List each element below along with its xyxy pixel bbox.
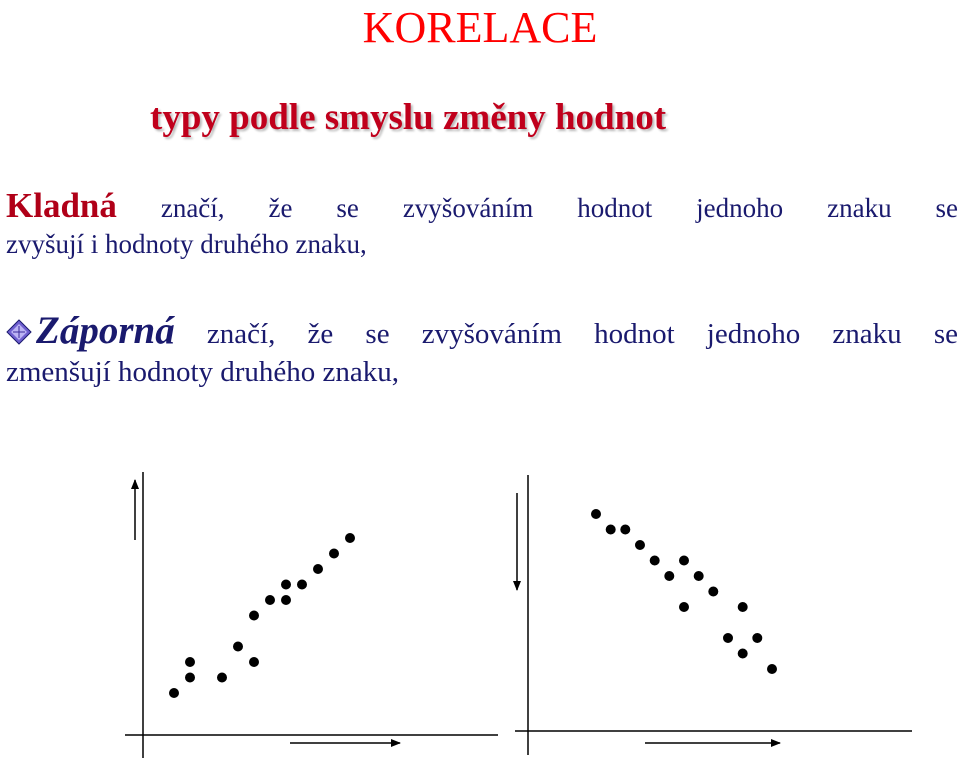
scatter-point [752,633,762,643]
scatter-point [679,556,689,566]
negative-text-1: značí, že se zvyšováním hodnot jednoho znaku se [206,318,958,350]
scatter-point [329,549,339,559]
negative-line-2: zmenšují hodnoty druhého znaku, [6,356,400,388]
scatter-point [313,564,323,574]
scatter-point [265,595,275,605]
positive-term: Kladná [6,186,117,225]
scatter-point [635,540,645,550]
negative-points [591,509,777,674]
scatter-point [185,657,195,667]
scatter-point [679,602,689,612]
positive-text-1: značí, že se zvyšováním hodnot jednoho znaku se [160,193,959,223]
scatter-point [738,649,748,659]
scatter-point [650,556,660,566]
scatter-point [767,664,777,674]
slide-title: KORELACE [362,3,598,52]
scatter-point [738,602,748,612]
negative-term: Záporná [36,309,175,352]
scatter-point [169,688,179,698]
positive-points [169,533,355,698]
positive-scatter-chart [125,472,498,758]
scatter-point [249,611,259,621]
scatter-point [591,509,601,519]
scatter-point [620,525,630,535]
negative-scatter-chart [515,475,912,755]
scatter-point [233,642,243,652]
scatter-point [281,595,291,605]
scatter-point [345,533,355,543]
scatter-point [723,633,733,643]
slide-subtitle: typy podle smyslu změny hodnot [150,97,667,138]
scatter-point [606,525,616,535]
scatter-point [281,580,291,590]
positive-line-2: zvyšují i hodnoty druhého znaku, [6,229,367,259]
scatter-point [708,587,718,597]
scatter-point [217,673,227,683]
scatter-point [185,673,195,683]
scatter-point [297,580,307,590]
scatter-point [249,657,259,667]
scatter-point [694,571,704,581]
scatter-point [664,571,674,581]
